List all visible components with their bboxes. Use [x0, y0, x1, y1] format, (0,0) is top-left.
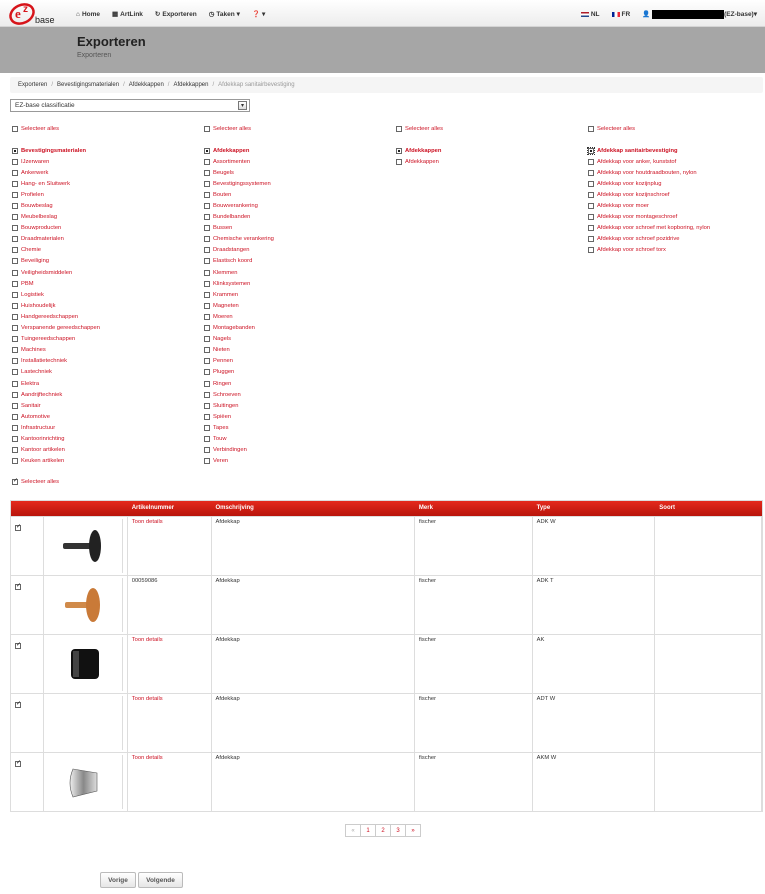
checkbox[interactable] — [204, 325, 210, 331]
category-item[interactable]: Bouwbeslag — [12, 200, 192, 211]
artikelnummer-cell[interactable]: Toon details — [128, 517, 212, 575]
select-all-col2[interactable]: Selecteer alles — [204, 126, 251, 132]
type-cell: ADK W — [533, 517, 656, 575]
checkbox[interactable] — [12, 192, 18, 198]
category-item[interactable]: Afdekkap voor houtdraadbouten, nylon — [588, 167, 765, 178]
category-item[interactable]: Pennen — [204, 356, 384, 367]
svg-text:base: base — [35, 15, 55, 25]
category-item[interactable]: Handgereedschappen — [12, 311, 192, 322]
checkbox[interactable] — [12, 203, 18, 209]
type-cell: ADK T — [533, 576, 656, 634]
omschrijving-cell: Afdekkap — [212, 517, 415, 575]
checkbox[interactable] — [204, 381, 210, 387]
prev-button[interactable]: Vorige — [100, 872, 136, 888]
category-item[interactable]: Afdekkap voor kozijnplug — [588, 178, 765, 189]
category-item[interactable]: Hang- en Sluitwerk — [12, 178, 192, 189]
checkbox[interactable] — [12, 236, 18, 242]
checkbox[interactable] — [12, 247, 18, 253]
category-item[interactable]: Chemie — [12, 245, 192, 256]
breadcrumb-item[interactable]: Afdekkappen — [173, 82, 209, 88]
product-image — [48, 696, 123, 750]
checkbox[interactable] — [588, 126, 594, 132]
next-button[interactable]: Volgende — [138, 872, 183, 888]
checkbox[interactable] — [204, 225, 210, 231]
checkbox[interactable] — [204, 425, 210, 431]
table-icon: ▦ — [112, 11, 119, 18]
category-item[interactable]: Bussen — [204, 223, 384, 234]
checkbox[interactable] — [204, 203, 210, 209]
checkbox[interactable] — [204, 436, 210, 442]
soort-cell — [655, 517, 762, 575]
checkbox[interactable] — [204, 347, 210, 353]
breadcrumb-item[interactable]: Afdekkappen — [128, 82, 164, 88]
category-item[interactable]: Klinksystemen — [204, 278, 384, 289]
nav-exporteren[interactable]: ↻ Exporteren — [154, 10, 197, 18]
caret-down-icon: ▾ — [753, 11, 757, 19]
checkbox[interactable] — [588, 214, 594, 220]
checkbox[interactable] — [12, 347, 18, 353]
omschrijving-cell: Afdekkap — [212, 694, 415, 752]
category-item[interactable]: Afdekkappen — [396, 156, 576, 167]
category-item[interactable]: Verspanende gereedschappen — [12, 323, 192, 334]
checkbox[interactable] — [12, 425, 18, 431]
category-item[interactable]: Pluggen — [204, 367, 384, 378]
checkbox[interactable] — [12, 303, 18, 309]
refresh-icon: ↻ — [154, 11, 161, 18]
category-column-3 — [396, 145, 576, 167]
checkbox[interactable] — [204, 281, 210, 287]
checkbox[interactable] — [204, 358, 210, 364]
category-item[interactable]: Draadstangen — [204, 245, 384, 256]
category-column-2 — [204, 145, 384, 467]
artikelnummer-cell: 00059086 — [128, 576, 212, 634]
checkbox[interactable] — [588, 225, 594, 231]
checkbox[interactable] — [12, 181, 18, 187]
category-item[interactable]: PBM — [12, 278, 192, 289]
select-all-col1[interactable]: Selecteer alles — [12, 126, 59, 132]
pagination — [346, 824, 421, 837]
category-item[interactable]: Tuingereedschappen — [12, 334, 192, 345]
product-image — [48, 637, 123, 691]
type-cell: ADT W — [533, 694, 656, 752]
category-item[interactable]: Krammen — [204, 289, 384, 300]
checkbox[interactable] — [12, 270, 18, 276]
clock-icon: ◷ — [208, 11, 215, 18]
checkbox[interactable] — [204, 126, 210, 132]
checkbox[interactable] — [12, 314, 18, 320]
breadcrumb-item[interactable]: Bevestigingsmaterialen — [57, 82, 120, 88]
checkbox[interactable] — [204, 236, 210, 242]
svg-text:e: e — [15, 6, 21, 21]
category-item[interactable]: Bouwproducten — [12, 223, 192, 234]
checkbox[interactable] — [204, 303, 210, 309]
checkbox[interactable] — [204, 270, 210, 276]
category-item[interactable]: Ankerwerk — [12, 167, 192, 178]
category-item[interactable]: Assortimenten — [204, 156, 384, 167]
category-item[interactable]: Infrastructuur — [12, 422, 192, 433]
checkbox[interactable] — [12, 126, 18, 132]
category-column-1 — [12, 145, 192, 467]
product-image — [48, 519, 123, 573]
checkbox[interactable] — [204, 170, 210, 176]
category-item[interactable]: Automotive — [12, 411, 192, 422]
checkbox[interactable] — [12, 281, 18, 287]
select-all-col4[interactable]: Selecteer alles — [588, 126, 635, 132]
category-item[interactable]: Aandrijftechniek — [12, 389, 192, 400]
pager-page-3[interactable]: 3 — [390, 824, 406, 837]
chevron-down-icon: ▾ — [238, 101, 247, 110]
product-image — [48, 755, 123, 809]
pager-next[interactable]: » — [405, 824, 421, 837]
category-item[interactable]: Bundelbanden — [204, 212, 384, 223]
col-merk[interactable]: Merk — [418, 505, 433, 511]
checkbox[interactable] — [204, 247, 210, 253]
category-item[interactable]: Huishoudelijk — [12, 300, 192, 311]
category-item[interactable]: IJzerwaren — [12, 156, 192, 167]
nav-taken[interactable]: ◷ Taken ▾ — [208, 10, 240, 18]
checkbox[interactable] — [204, 403, 210, 409]
artikelnummer-cell[interactable]: Toon details — [128, 753, 212, 811]
checkbox[interactable] — [204, 414, 210, 420]
checkbox[interactable] — [12, 336, 18, 342]
checkbox[interactable] — [588, 148, 594, 154]
classification-select[interactable]: EZ-base classificatie ▾ — [10, 99, 250, 112]
checkbox[interactable] — [204, 314, 210, 320]
type-cell: AKM W — [533, 753, 656, 811]
merk-cell: fischer — [415, 753, 533, 811]
checkbox[interactable] — [12, 436, 18, 442]
redacted-username — [652, 10, 724, 19]
fr-flag-icon — [612, 12, 620, 17]
merk-cell: fischer — [415, 576, 533, 634]
omschrijving-cell: Afdekkap — [212, 635, 415, 693]
caret-down-icon: ▾ — [262, 11, 266, 18]
nl-flag-icon — [581, 12, 589, 17]
row-checkbox[interactable] — [15, 584, 21, 590]
breadcrumb-current: Afdekkap sanitairbevestiging — [218, 82, 295, 88]
category-item[interactable]: Sluitingen — [204, 400, 384, 411]
category-item[interactable]: Elastisch koord — [204, 256, 384, 267]
checkbox[interactable] — [588, 159, 594, 165]
category-item[interactable]: Magneten — [204, 300, 384, 311]
row-checkbox[interactable] — [15, 643, 21, 649]
category-item[interactable]: Draadmaterialen — [12, 234, 192, 245]
checkbox[interactable] — [12, 392, 18, 398]
category-item[interactable]: Beveiliging — [12, 256, 192, 267]
omschrijving-cell: Afdekkap — [212, 753, 415, 811]
results-table — [10, 500, 763, 812]
omschrijving-cell: Afdekkap — [212, 576, 415, 634]
checkbox[interactable] — [588, 203, 594, 209]
category-item[interactable]: Verbindingen — [204, 445, 384, 456]
category-item[interactable]: Nieten — [204, 345, 384, 356]
category-item[interactable]: Lastechniek — [12, 367, 192, 378]
category-item[interactable]: Afdekkap voor moer — [588, 200, 765, 211]
checkbox[interactable] — [12, 369, 18, 375]
col-type[interactable]: Type — [536, 505, 551, 511]
pager-prev[interactable]: « — [345, 824, 361, 837]
caret-down-icon: ▾ — [236, 11, 240, 18]
checkbox[interactable] — [204, 336, 210, 342]
table-row — [11, 752, 762, 811]
category-item[interactable]: Veren — [204, 456, 384, 467]
checkbox[interactable] — [12, 225, 18, 231]
checkbox[interactable] — [588, 192, 594, 198]
nav-home[interactable]: ⌂ Home — [76, 10, 100, 18]
checkbox[interactable] — [588, 181, 594, 187]
checkbox[interactable] — [588, 236, 594, 242]
table-row — [11, 575, 762, 634]
col-artikelnummer[interactable]: Artikelnummer — [131, 505, 175, 511]
checkbox[interactable] — [12, 358, 18, 364]
category-item[interactable]: Tapes — [204, 422, 384, 433]
checkbox[interactable] — [12, 447, 18, 453]
category-heading[interactable]: Afdekkappen — [396, 145, 576, 156]
merk-cell: fischer — [415, 694, 533, 752]
soort-cell — [655, 576, 762, 634]
checkbox[interactable] — [396, 126, 402, 132]
checkbox[interactable] — [204, 392, 210, 398]
checkbox[interactable] — [12, 258, 18, 264]
page-subtitle: Exporteren — [77, 52, 112, 59]
navbar — [0, 0, 765, 27]
table-row — [11, 516, 762, 575]
checkbox[interactable] — [12, 170, 18, 176]
category-item[interactable]: Montagebanden — [204, 323, 384, 334]
merk-cell: fischer — [415, 635, 533, 693]
category-item[interactable]: Kantoor artikelen — [12, 445, 192, 456]
checkbox[interactable] — [204, 458, 210, 464]
select-all-results[interactable]: ✓ Selecteer alles — [12, 479, 59, 485]
checkbox[interactable] — [396, 148, 402, 154]
category-item[interactable]: Afdekkap voor montageschroef — [588, 212, 765, 223]
category-item[interactable]: Veiligheidsmiddelen — [12, 267, 192, 278]
category-item[interactable]: Machines — [12, 345, 192, 356]
category-item[interactable]: Bevestigingssystemen — [204, 178, 384, 189]
category-item[interactable]: Afdekkap voor kozijnschroef — [588, 189, 765, 200]
page-header — [0, 27, 765, 73]
ez-base-logo[interactable] — [8, 2, 60, 26]
row-checkbox[interactable] — [15, 702, 21, 708]
checkbox[interactable] — [12, 159, 18, 165]
category-item[interactable]: Installatietechniek — [12, 356, 192, 367]
category-item[interactable]: Bouten — [204, 189, 384, 200]
category-item[interactable]: Afdekkap voor schroef pozidrive — [588, 234, 765, 245]
checkbox[interactable] — [12, 458, 18, 464]
soort-cell — [655, 753, 762, 811]
checkbox[interactable] — [12, 325, 18, 331]
checkbox[interactable] — [204, 159, 210, 165]
row-checkbox[interactable] — [15, 761, 21, 767]
category-heading[interactable]: Bevestigingsmaterialen — [12, 145, 192, 156]
table-row — [11, 693, 762, 752]
merk-cell: fischer — [415, 517, 533, 575]
category-item[interactable]: Elektra — [12, 378, 192, 389]
col-omschrijving[interactable]: Omschrijving — [215, 505, 254, 511]
checkbox[interactable] — [204, 292, 210, 298]
category-column-4 — [588, 145, 765, 256]
type-cell: AK — [533, 635, 656, 693]
checkbox[interactable] — [204, 192, 210, 198]
category-item[interactable]: Spiëen — [204, 411, 384, 422]
category-item[interactable]: Logistiek — [12, 289, 192, 300]
artikelnummer-cell[interactable]: Toon details — [128, 694, 212, 752]
category-item[interactable]: Ringen — [204, 378, 384, 389]
category-item[interactable]: Bouwverankering — [204, 200, 384, 211]
checkbox[interactable] — [204, 148, 210, 154]
category-item[interactable]: Afdekkap voor anker, kunststof — [588, 156, 765, 167]
checkbox[interactable] — [12, 414, 18, 420]
category-item[interactable]: Chemische verankering — [204, 234, 384, 245]
checkbox[interactable] — [12, 479, 18, 485]
nav-help[interactable] — [252, 10, 265, 18]
row-checkbox[interactable] — [15, 525, 21, 531]
checkbox[interactable] — [12, 214, 18, 220]
category-heading[interactable]: Afdekkap sanitairbevestiging — [588, 145, 765, 156]
category-item[interactable]: Moeren — [204, 311, 384, 322]
checkbox[interactable] — [204, 258, 210, 264]
table-row — [11, 634, 762, 693]
soort-cell — [655, 694, 762, 752]
question-icon: ❓ — [251, 11, 261, 18]
user-menu[interactable]: 👤 (EZ-base)▾ — [642, 11, 757, 19]
col-soort[interactable]: Soort — [659, 505, 675, 511]
checkbox[interactable] — [588, 170, 594, 176]
product-image — [48, 578, 123, 632]
category-item[interactable]: Kantoorinrichting — [12, 433, 192, 444]
category-item[interactable]: Klemmen — [204, 267, 384, 278]
checkbox[interactable] — [588, 247, 594, 253]
category-item[interactable]: Keuken artikelen — [12, 456, 192, 467]
svg-text:z: z — [23, 4, 28, 15]
category-item[interactable]: Beugels — [204, 167, 384, 178]
category-item[interactable]: Profielen — [12, 189, 192, 200]
breadcrumb-item[interactable]: Exporteren — [18, 82, 48, 88]
soort-cell — [655, 635, 762, 693]
checkbox[interactable] — [12, 148, 18, 154]
category-item[interactable]: Touw — [204, 433, 384, 444]
home-icon: ⌂ — [76, 10, 80, 18]
page-title: Exporteren — [77, 34, 146, 49]
pager-page-1[interactable]: 1 — [360, 824, 376, 837]
table-header — [11, 501, 762, 516]
category-item[interactable]: Nagels — [204, 334, 384, 345]
select-all-col3[interactable]: Selecteer alles — [396, 126, 443, 132]
category-item[interactable]: Afdekkap voor schroef torx — [588, 245, 765, 256]
category-item[interactable]: Meubelbeslag — [12, 212, 192, 223]
nav-artlink[interactable]: ▦ ArtLink — [112, 10, 143, 18]
checkbox[interactable] — [12, 292, 18, 298]
checkbox[interactable] — [396, 159, 402, 165]
checkbox[interactable] — [204, 447, 210, 453]
checkbox[interactable] — [12, 403, 18, 409]
lang-nl[interactable]: NL — [581, 11, 600, 18]
breadcrumb: Exporteren / Bevestigingsmaterialen / Afdekkappen / Afdekkappen / Afdekkap sanitairbevestiging — [10, 77, 763, 93]
checkbox[interactable] — [12, 381, 18, 387]
category-item[interactable]: Afdekkap voor schroef met kopboring, nylon — [588, 223, 765, 234]
checkbox[interactable] — [204, 369, 210, 375]
checkbox[interactable] — [204, 214, 210, 220]
lang-fr[interactable]: FR — [612, 11, 631, 18]
user-icon: 👤 — [642, 11, 651, 19]
checkbox[interactable] — [204, 181, 210, 187]
category-item[interactable]: Schroeven — [204, 389, 384, 400]
category-heading[interactable]: Afdekkappen — [204, 145, 384, 156]
pager-page-2[interactable]: 2 — [375, 824, 391, 837]
category-item[interactable]: Sanitair — [12, 400, 192, 411]
artikelnummer-cell[interactable]: Toon details — [128, 635, 212, 693]
